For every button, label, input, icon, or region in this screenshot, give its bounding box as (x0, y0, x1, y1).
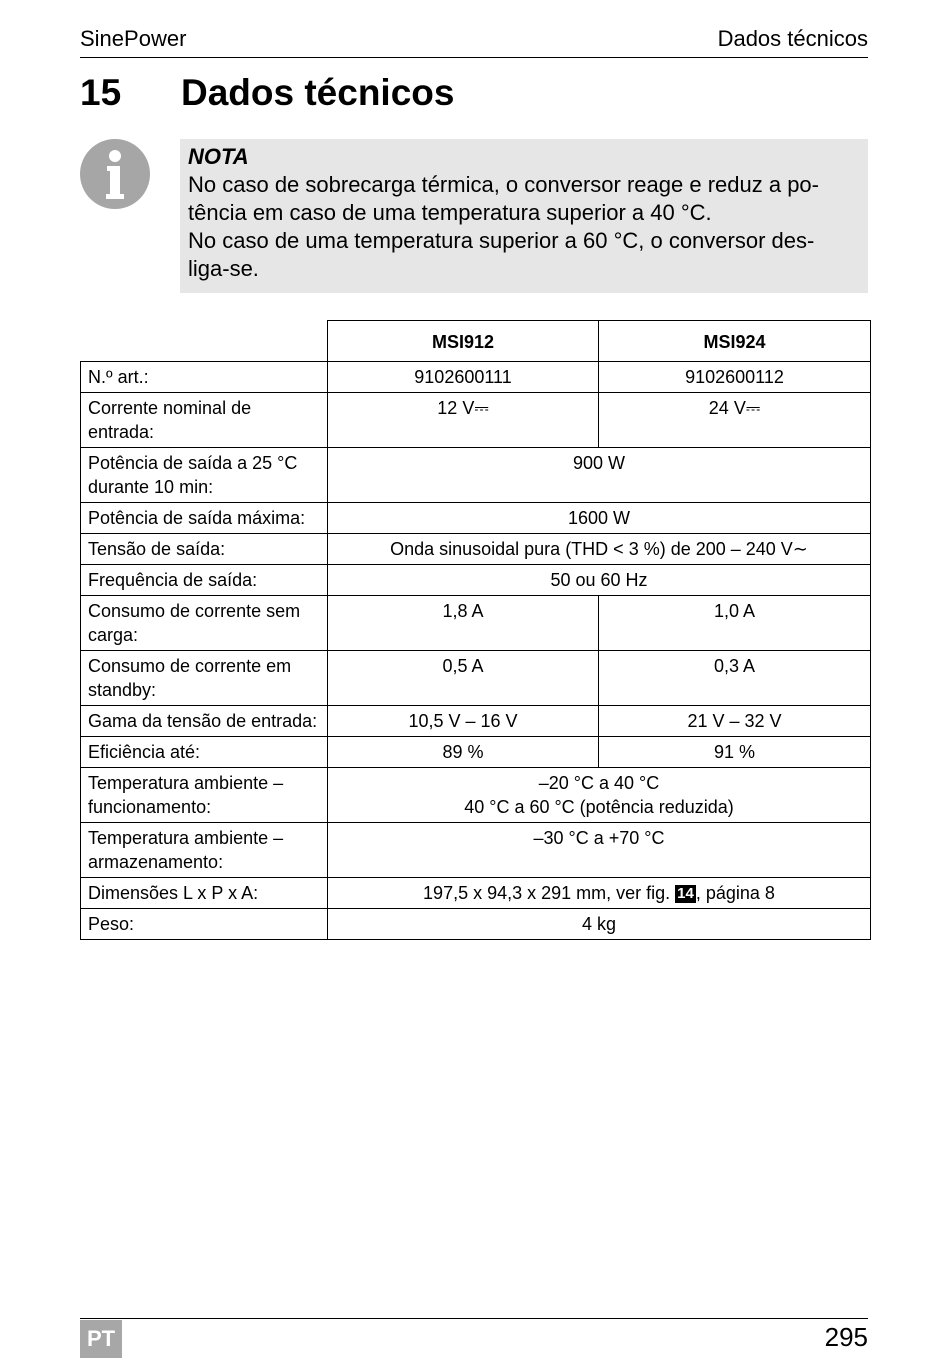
row-label: Consumo de corrente sem carga: (81, 596, 328, 651)
table-row (81, 878, 871, 909)
table-row (81, 823, 871, 878)
table-row (81, 737, 871, 768)
row-label: Eficiência até: (81, 737, 328, 768)
footer-rule (80, 1318, 868, 1319)
row-value: 9102600112 (599, 362, 871, 393)
row-value: 0,5 A (328, 651, 599, 706)
chapter-title: Dados técnicos (181, 72, 455, 113)
note-line: tência em caso de uma temperatura superior a 40 °C. (188, 200, 712, 225)
header-rule (80, 57, 868, 58)
row-value: 1600 W (328, 503, 871, 534)
figure-reference-badge: 14 (677, 885, 694, 902)
header-section-name: Dados técnicos (717, 26, 868, 51)
row-label: Temperatura ambiente – armazenamento: (81, 823, 328, 878)
table-header-row (81, 321, 871, 362)
row-value-line: –20 °C a 40 °C (538, 773, 660, 793)
row-label: Gama da tensão de entrada: (81, 706, 328, 737)
table-row (81, 503, 871, 534)
chapter-number: 15 (80, 72, 122, 113)
note-box (180, 139, 868, 293)
table-row (81, 768, 871, 823)
page-number: 295 (824, 1322, 868, 1352)
row-label: Dimensões L x P x A: (81, 878, 328, 909)
header-product-name: SinePower (80, 26, 187, 51)
column-header-msi924: MSI924 (599, 321, 871, 362)
table-row (81, 448, 871, 503)
table-row (81, 651, 871, 706)
row-value: 4 kg (328, 909, 871, 940)
row-label: N.º art.: (81, 362, 328, 393)
row-value: 1,0 A (599, 596, 871, 651)
row-label: Peso: (81, 909, 328, 940)
row-value: 91 % (599, 737, 871, 768)
row-value (328, 768, 871, 823)
row-label: Tensão de saída: (81, 534, 328, 565)
table-row (81, 393, 871, 448)
row-label: Potência de saída máxima: (81, 503, 328, 534)
row-label: Potência de saída a 25 °C durante 10 min: (81, 448, 328, 503)
row-value: 12 V⎓ (328, 393, 599, 448)
table-corner-cell (81, 321, 328, 362)
row-value: 24 V⎓ (599, 393, 871, 448)
row-value: 89 % (328, 737, 599, 768)
column-header-msi912: MSI912 (328, 321, 599, 362)
row-label: Corrente nominal de entrada: (81, 393, 328, 448)
row-value: 1,8 A (328, 596, 599, 651)
table-row (81, 706, 871, 737)
row-value: 0,3 A (599, 651, 871, 706)
dimensions-text: 197,5 x 94,3 x 291 mm, ver fig. (423, 883, 676, 903)
row-value (328, 878, 871, 909)
row-value: –30 °C a +70 °C (328, 823, 871, 878)
table-row (81, 362, 871, 393)
row-value: 900 W (328, 448, 871, 503)
table-row (81, 909, 871, 940)
table-row (81, 534, 871, 565)
row-value: 9102600111 (328, 362, 599, 393)
row-value: Onda sinusoidal pura (THD < 3 %) de 200 – 240 V∼ (328, 534, 871, 565)
table-row (81, 596, 871, 651)
note-heading: NOTA (188, 144, 249, 169)
info-icon (80, 139, 150, 209)
note-line: No caso de uma temperatura superior a 60 °C, o conversor des- (188, 228, 815, 253)
note-line: liga-se. (188, 256, 259, 281)
note-line: No caso de sobrecarga térmica, o conversor reage e reduz a po- (188, 172, 819, 197)
table-row (81, 565, 871, 596)
row-value: 50 ou 60 Hz (328, 565, 871, 596)
language-badge: PT (80, 1320, 122, 1358)
row-label: Temperatura ambiente – funcionamento: (81, 768, 328, 823)
row-value: 10,5 V – 16 V (328, 706, 599, 737)
row-label: Frequência de saída: (81, 565, 328, 596)
row-value: 21 V – 32 V (599, 706, 871, 737)
row-label: Consumo de corrente em standby: (81, 651, 328, 706)
page-reference-text: , página 8 (695, 883, 775, 903)
row-value-line: 40 °C a 60 °C (potência reduzida) (464, 797, 734, 817)
specs-table (80, 320, 871, 940)
